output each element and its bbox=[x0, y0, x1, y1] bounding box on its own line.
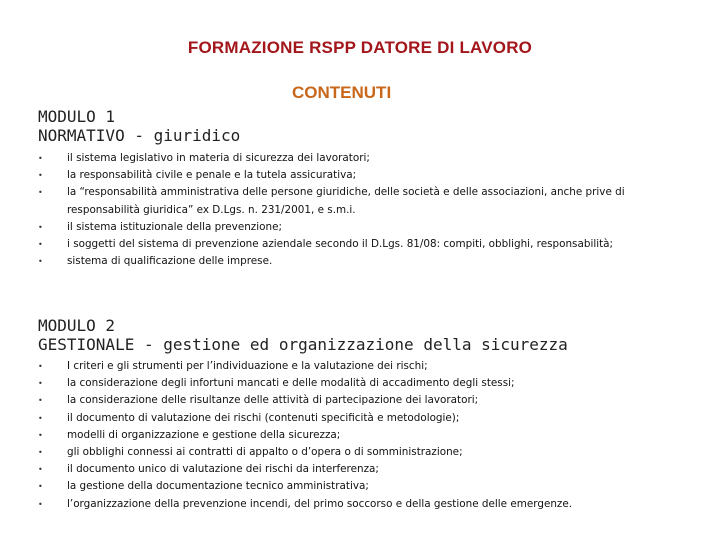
bullet-icon: • bbox=[38, 222, 43, 232]
list-item: • la responsabilità civile e penale e la tutela assicurativa; bbox=[38, 167, 688, 184]
bullet-icon: • bbox=[38, 413, 43, 423]
list-item: • modelli di organizzazione e gestione della sicurezza; bbox=[38, 427, 688, 444]
list-item: • gli obblighi connessi ai contratti di appalto o d’opera o di somministrazione; bbox=[38, 444, 688, 461]
list-item: • il documento unico di valutazione dei rischi da interferenza; bbox=[38, 461, 688, 478]
module-1-topic-list bbox=[38, 150, 688, 270]
bullet-icon: • bbox=[38, 465, 43, 475]
list-item: • la “responsabilità amministrativa delle persone giuridiche, delle società e delle associazioni, anche prive di responsabilità giuridica” ex D.Lgs. n. 231/2001, e s.m.i. bbox=[38, 186, 625, 216]
bullet-icon: • bbox=[38, 499, 43, 509]
module-2-heading bbox=[38, 316, 568, 354]
module-1-heading bbox=[38, 107, 240, 145]
module-1-name: NORMATIVO - giuridico bbox=[38, 126, 241, 145]
bullet-icon: • bbox=[38, 171, 43, 181]
module-2-topic-list bbox=[38, 358, 688, 513]
module-1-number: MODULO 1 bbox=[38, 107, 116, 126]
list-item: • il documento di valutazione dei rischi (contenuti specificità e metodologie); bbox=[38, 410, 688, 427]
page-title: FORMAZIONE RSPP DATORE DI LAVORO bbox=[187, 38, 533, 57]
list-item: • il sistema legislativo in materia di sicurezza dei lavoratori; bbox=[38, 150, 688, 167]
bullet-icon: • bbox=[38, 396, 43, 406]
bullet-icon: • bbox=[38, 379, 43, 389]
bullet-icon: • bbox=[38, 188, 43, 198]
list-item: • l’organizzazione della prevenzione incendi, del primo soccorso e della gestione delle emergenze. bbox=[38, 496, 688, 513]
list-item: • la gestione della documentazione tecnico amministrativa; bbox=[38, 478, 688, 495]
module-2-name: GESTIONALE - gestione ed organizzazione della sicurezza bbox=[38, 335, 568, 354]
list-item: • I criteri e gli strumenti per l’individuazione e la valutazione dei rischi; bbox=[38, 358, 688, 375]
bullet-icon: • bbox=[38, 448, 43, 458]
bullet-icon: • bbox=[38, 482, 43, 492]
list-item: • i soggetti del sistema di prevenzione aziendale secondo il D.Lgs. 81/08: compiti, obblighi, responsabilità; bbox=[38, 236, 688, 253]
list-item: • la considerazione degli infortuni mancati e delle modalità di accadimento degli stessi; bbox=[38, 375, 688, 392]
list-item: • il sistema istituzionale della prevenzione; bbox=[38, 219, 688, 236]
bullet-icon: • bbox=[38, 362, 43, 371]
bullet-icon: • bbox=[38, 154, 43, 163]
bullet-icon: • bbox=[38, 240, 43, 250]
module-2-number: MODULO 2 bbox=[38, 316, 116, 335]
section-subtitle: CONTENUTI bbox=[292, 83, 392, 102]
bullet-icon: • bbox=[38, 430, 43, 440]
list-item: • la considerazione delle risultanze delle attività di partecipazione dei lavoratori; bbox=[38, 392, 688, 409]
bullet-icon: • bbox=[38, 257, 43, 267]
list-item: • sistema di qualificazione delle imprese. bbox=[38, 253, 688, 270]
